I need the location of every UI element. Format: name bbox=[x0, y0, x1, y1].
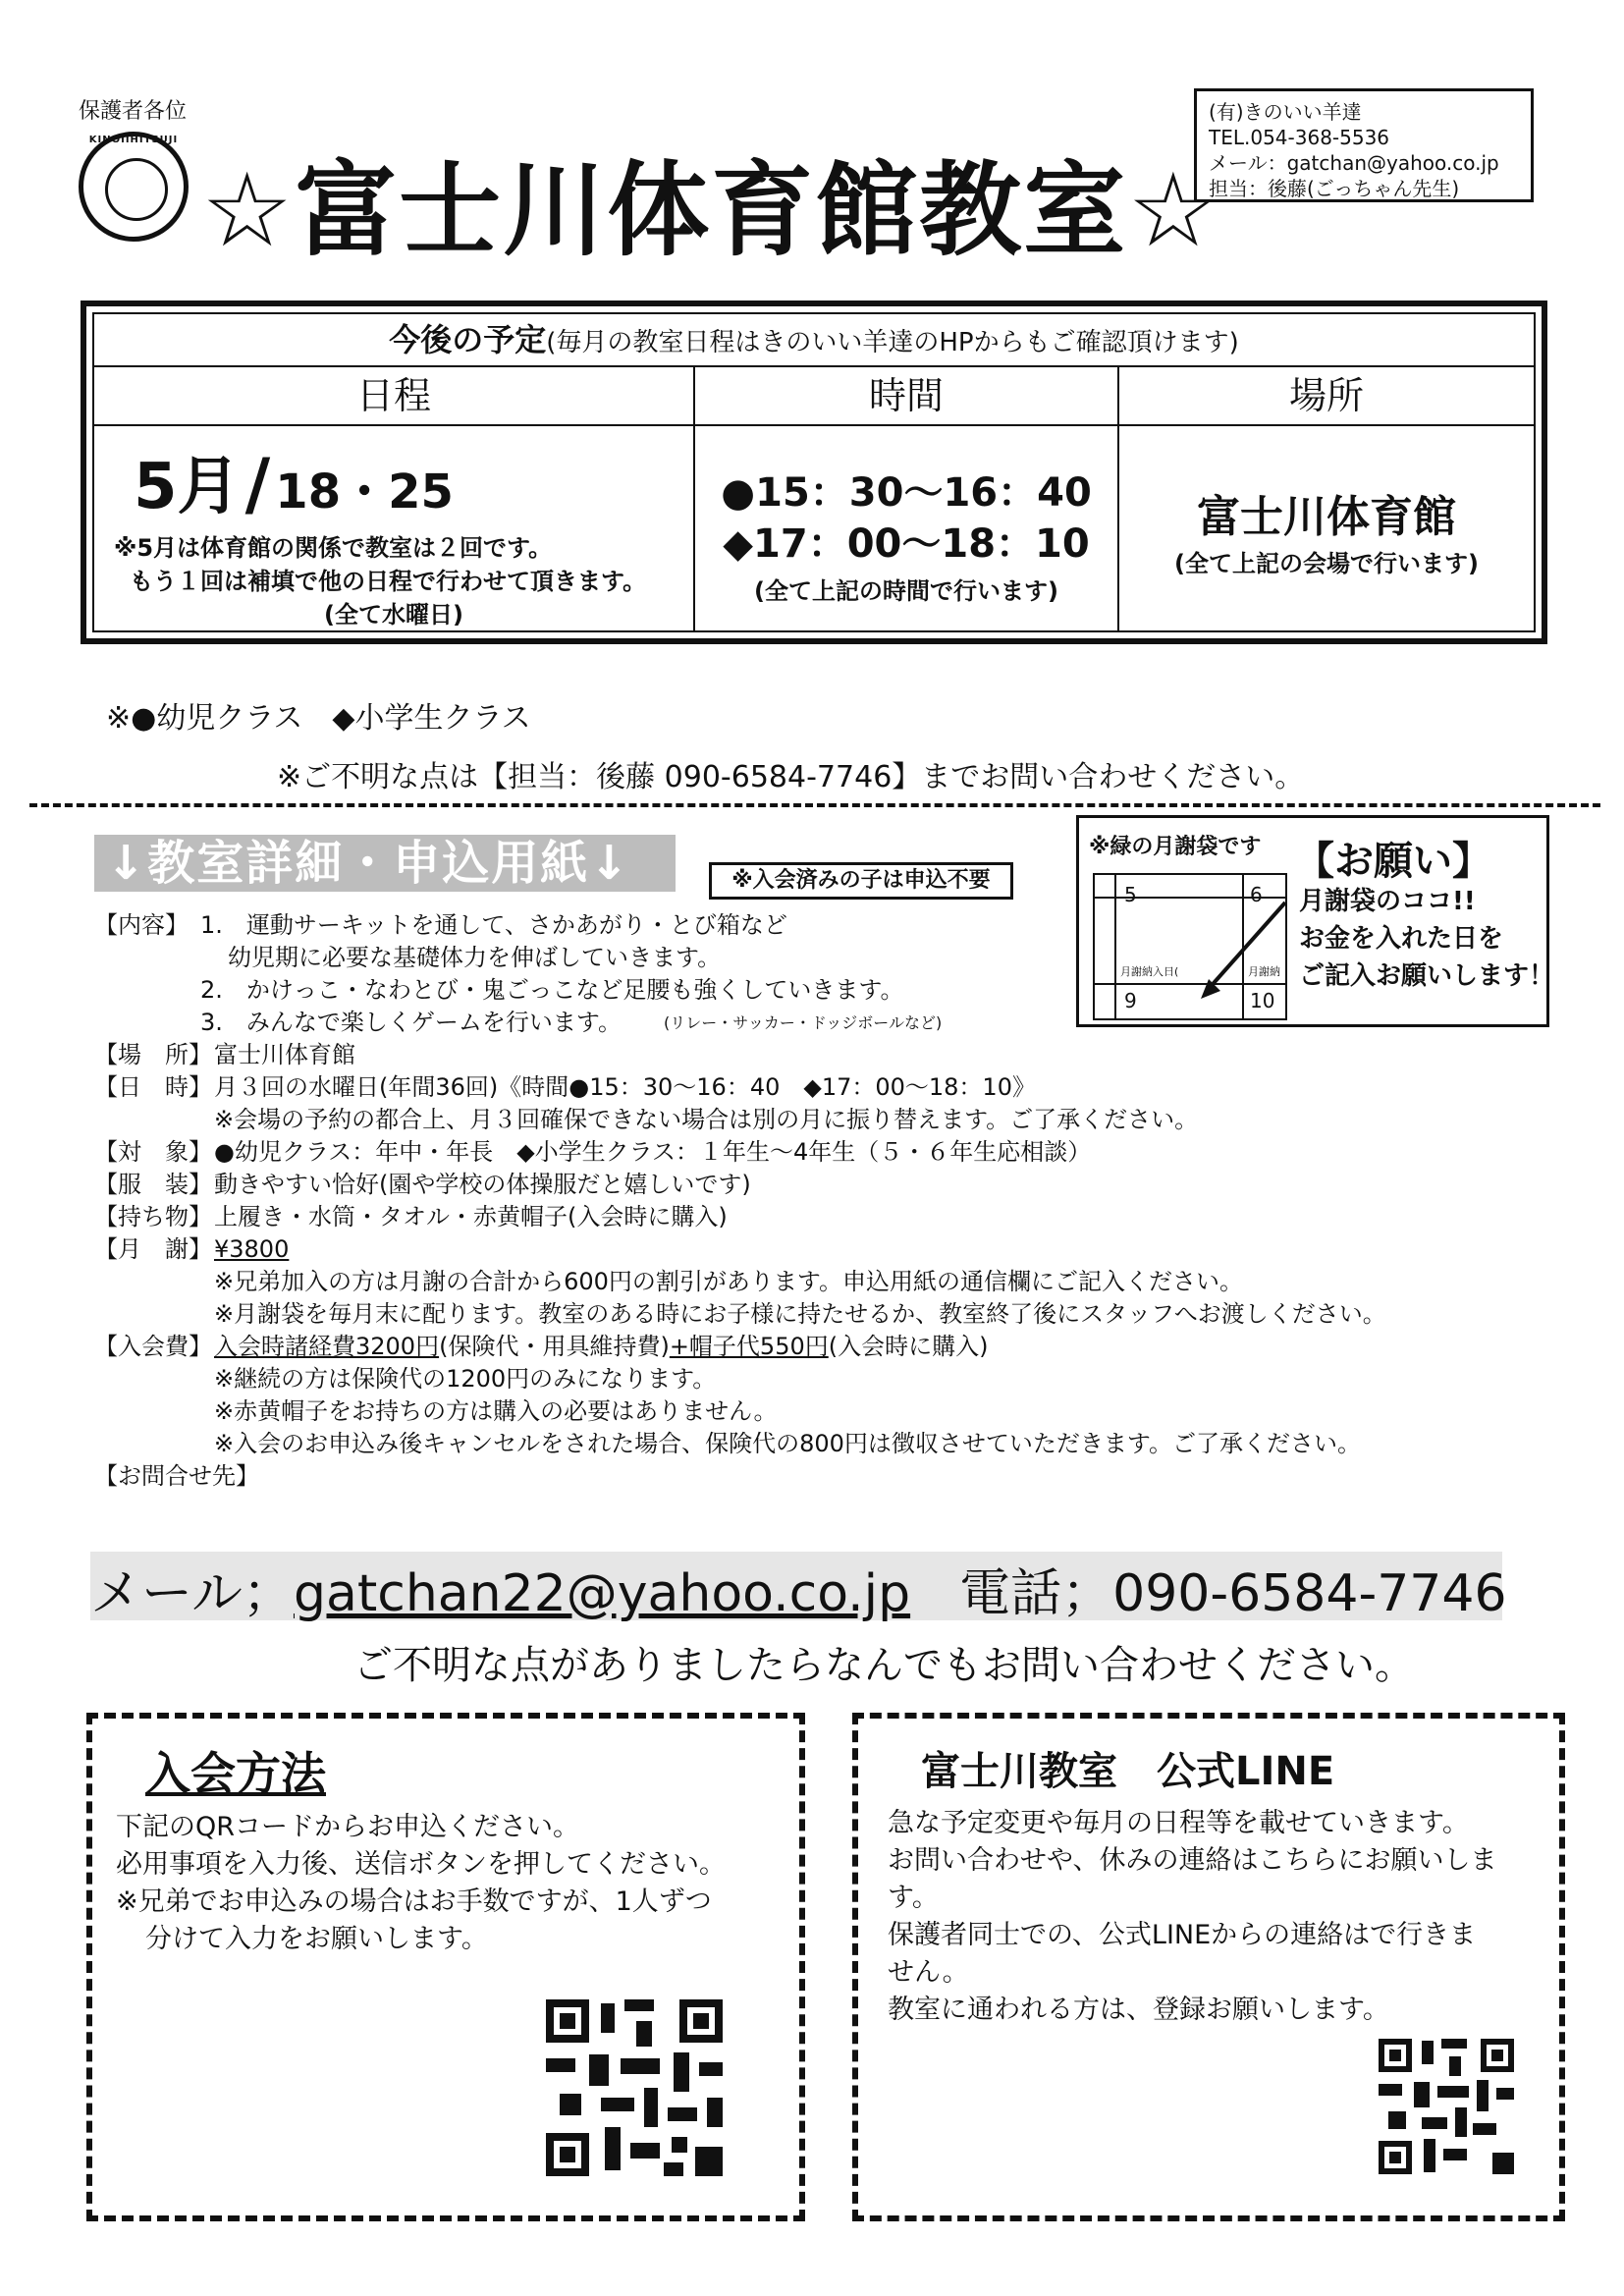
cell-5: 5 bbox=[1124, 883, 1137, 906]
details-heading: ↓教室詳細・申込用紙↓ bbox=[94, 835, 676, 892]
schedule-date: 5月 / 18・25 bbox=[134, 444, 454, 524]
line-line-6: 教室に通われる方は、登録お願いします。 bbox=[888, 1995, 1389, 2025]
line-qr-code[interactable] bbox=[1379, 2039, 1514, 2174]
cell-9: 9 bbox=[1124, 989, 1137, 1012]
time-slot-2: ◆17：00〜18：10 bbox=[723, 521, 1090, 567]
schedule-days: 18・25 bbox=[275, 465, 454, 519]
items-value: 上履き・水筒・タオル・赤黄帽子(入会時に購入) bbox=[214, 1203, 728, 1230]
schedule-title-bold: 今後の予定 bbox=[389, 321, 547, 358]
line-line-1: 急な予定変更や毎月の日程等を載せていきます。 bbox=[888, 1808, 1469, 1838]
cell-6: 6 bbox=[1250, 883, 1263, 906]
join-box bbox=[86, 1713, 805, 2221]
logo-text: KINOIIHITSUJI bbox=[88, 135, 179, 145]
fee-value: ¥3800 bbox=[214, 1235, 290, 1263]
line-text bbox=[888, 1805, 1496, 2029]
company-mail: メール：gatchan@yahoo.co.jp bbox=[1209, 151, 1499, 175]
company-tel: TEL.054-368-5536 bbox=[1209, 126, 1390, 149]
clothes-value: 動きやすい恰好(園や学校の体操服だと嬉しいです) bbox=[214, 1171, 751, 1198]
join-line-3: ※兄弟でお申込みの場合はお手数ですが、1人ずつ bbox=[116, 1886, 712, 1917]
entry-note-1: ※継続の方は保険代の1200円のみになります。 bbox=[214, 1365, 717, 1393]
schedule-month: 5月 bbox=[134, 451, 241, 523]
fee-label: 【月 謝】 bbox=[94, 1235, 212, 1263]
line-line-3: す。 bbox=[888, 1883, 939, 1913]
entry-label: 【入会費】 bbox=[94, 1333, 212, 1360]
company-name: (有)きのいい羊達 bbox=[1209, 100, 1362, 124]
sheep-logo-icon bbox=[79, 132, 189, 242]
time-value: 月３回の水曜日(年間36回)《時間●15：30〜16：40 ◆17：00〜18：10》 bbox=[214, 1073, 1036, 1101]
join-line-4: 分けて入力をお願いします。 bbox=[145, 1924, 488, 1954]
request-line-2: お金を入れた日を bbox=[1299, 924, 1504, 954]
line-line-2: お問い合わせや、休みの連絡はこちらにお願いしま bbox=[888, 1845, 1497, 1876]
time-note: (全て上記の時間で行います) bbox=[754, 577, 1058, 605]
recipient-label: 保護者各位 bbox=[79, 99, 188, 124]
entry-fee-note: (保険代・用具維持費) bbox=[439, 1333, 670, 1360]
class-legend: ※●幼児クラス ◆小学生クラス bbox=[106, 701, 531, 736]
content-2: 2. かけっこ・なわとび・鬼ごっこなど足腰も強くしていきます。 bbox=[200, 976, 904, 1004]
request-line-1: 月謝袋のココ!! bbox=[1299, 887, 1476, 916]
join-line-1: 下記のQRコードからお申込ください。 bbox=[116, 1812, 580, 1842]
contact-box bbox=[1194, 88, 1534, 202]
line-line-4: 保護者同士での、公式LINEからの連絡はで行きま bbox=[888, 1920, 1477, 1950]
target-label: 【対 象】 bbox=[94, 1138, 212, 1166]
content-3-small: (リレー・サッカー・ドッジボールなど) bbox=[664, 1013, 943, 1032]
schedule-title-note: (毎月の教室日程はきのいい羊達のHPからもご確認頂けます) bbox=[546, 328, 1239, 357]
company-person: 担当：後藤(ごっちゃん先生) bbox=[1209, 177, 1460, 200]
hat-fee: +帽子代550円 bbox=[669, 1333, 829, 1360]
items-label: 【持ち物】 bbox=[94, 1203, 212, 1230]
mail-label: メール； bbox=[90, 1564, 294, 1623]
clothes-label: 【服 装】 bbox=[94, 1171, 212, 1198]
date-note-2: もう１回は補填で他の日程で行わせて頂きます。 bbox=[130, 568, 647, 595]
col-header-date: 日程 bbox=[94, 367, 693, 426]
col-header-time: 時間 bbox=[695, 367, 1117, 426]
content-1a: 1. 運動サーキットを通して、さかあがり・とび箱など bbox=[200, 911, 787, 939]
join-text bbox=[116, 1809, 726, 1958]
date-note-1: ※5月は体育館の関係で教室は２回です。 bbox=[114, 534, 553, 562]
fee-note-2: ※月謝袋を毎月末に配ります。教室のある時にお子様に持たせるか、教室終了後にスタッフへお渡しください。 bbox=[214, 1300, 1386, 1328]
place-note: (全て上記の会場で行います) bbox=[1174, 550, 1479, 577]
inquiry-line: ※ご不明な点は【担当：後藤 090-6584-7746】までお問い合わせください。 bbox=[277, 760, 1305, 794]
content-3: 3. みんなで楽しくゲームを行います。 bbox=[200, 1009, 622, 1036]
fee-note-1: ※兄弟加入の方は月謝の合計から600円の割引があります。申込用紙の通信欄にご記入ください。 bbox=[214, 1268, 1243, 1295]
cell-paid-label-2: 月謝納 bbox=[1248, 965, 1280, 978]
request-text bbox=[1299, 883, 1554, 995]
closing-message: ご不明な点がありましたらなんでもお問い合わせください。 bbox=[353, 1643, 1414, 1688]
contact-label: 【お問合せ先】 bbox=[94, 1462, 259, 1490]
phone-number[interactable]: 090-6584-7746 bbox=[1112, 1564, 1507, 1623]
request-caption: ※緑の月謝袋です bbox=[1089, 835, 1262, 859]
line-box bbox=[852, 1713, 1565, 2221]
col-header-place: 場所 bbox=[1119, 367, 1534, 426]
time-note: ※会場の予約の都合上、月３回確保できない場合は別の月に振り替えます。ご了承ください。 bbox=[214, 1106, 1199, 1133]
request-title: 【お願い】 bbox=[1295, 839, 1491, 884]
join-title: 入会方法 bbox=[145, 1747, 326, 1800]
content-1b: 幼児期に必要な基礎体力を伸ばしていきます。 bbox=[228, 944, 722, 971]
phone-label: 電話； bbox=[959, 1564, 1113, 1623]
date-note-3: (全て水曜日) bbox=[324, 601, 463, 629]
schedule-title bbox=[94, 314, 1534, 367]
entry-fee: 入会時諸経費3200円 bbox=[214, 1333, 440, 1360]
arrow-icon bbox=[1187, 897, 1295, 1005]
mail-link[interactable]: gatchan22@yahoo.co.jp bbox=[293, 1564, 911, 1623]
details-badge: ※入会済みの子は申込不要 bbox=[709, 862, 1013, 900]
entry-note-3: ※入会のお申込み後キャンセルをされた場合、保険代の800円は徴収させていただきます。ご了承ください。 bbox=[214, 1430, 1361, 1457]
target-value: ●幼児クラス：年中・年長 ◆小学生クラス：１年生〜4年生（５・６年生応相談） bbox=[214, 1138, 1092, 1166]
cut-line bbox=[29, 803, 1600, 807]
line-line-5: せん。 bbox=[888, 1957, 969, 1988]
page-title: ☆富士川体育館教室☆ bbox=[201, 150, 1221, 270]
request-line-3: ご記入お願いします！ bbox=[1299, 961, 1555, 991]
time-slot-1: ●15：30〜16：40 bbox=[721, 470, 1092, 516]
cell-paid-label: 月謝納入日( bbox=[1120, 965, 1179, 978]
time-label: 【日 時】 bbox=[94, 1073, 212, 1101]
place-value: 富士川体育館 bbox=[214, 1041, 355, 1068]
join-qr-code[interactable] bbox=[546, 1999, 723, 2176]
line-title: 富士川教室 公式LINE bbox=[921, 1749, 1335, 1794]
hat-fee-note: (入会時に購入) bbox=[828, 1333, 989, 1360]
request-box bbox=[1076, 815, 1555, 1027]
schedule-table bbox=[81, 301, 1547, 644]
cell-10: 10 bbox=[1250, 989, 1275, 1012]
entry-note-2: ※赤黄帽子をお持ちの方は購入の必要はありません。 bbox=[214, 1397, 778, 1425]
place-name: 富士川体育館 bbox=[1197, 492, 1456, 542]
place-label: 【場 所】 bbox=[94, 1041, 212, 1068]
big-contact bbox=[90, 1552, 1507, 1625]
join-line-2: 必用事項を入力後、送信ボタンを押してください。 bbox=[116, 1849, 726, 1880]
content-label: 【内容】 bbox=[94, 911, 189, 939]
